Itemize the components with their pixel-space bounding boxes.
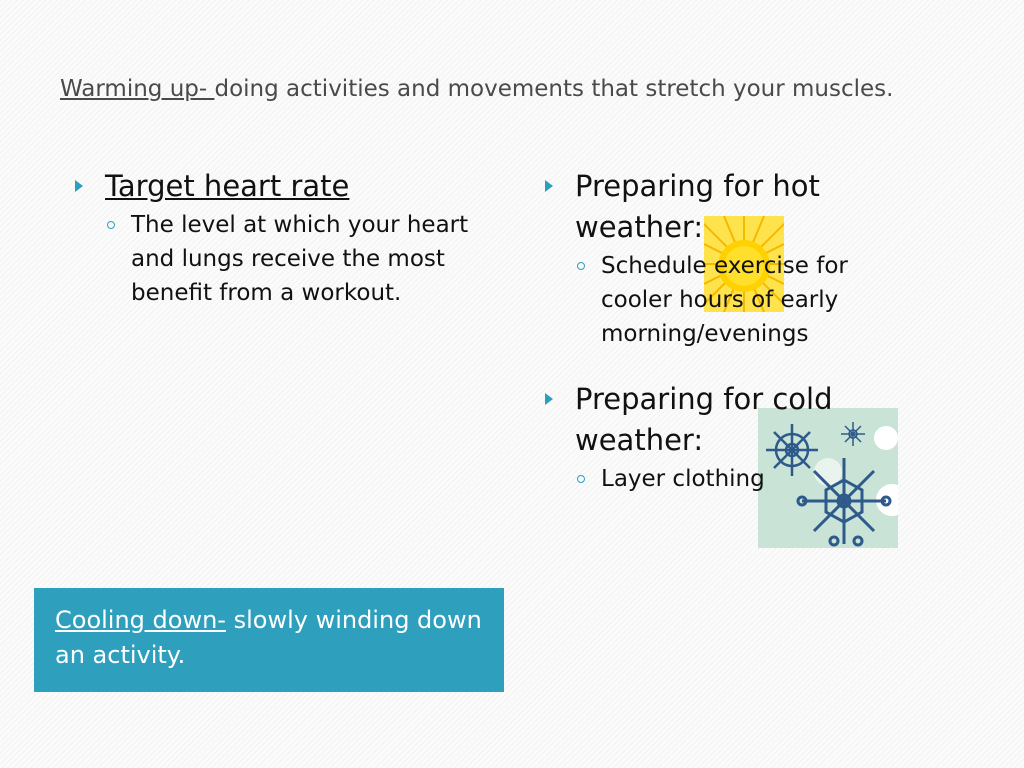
bullet-arrow-icon [75, 180, 83, 192]
cooling-down-box [34, 588, 504, 692]
sub-bullet-text: Schedule exercise for cooler hours of early morning/evenings [601, 253, 848, 347]
bullet-target-heart-rate [75, 166, 495, 207]
bullet-cold-weather [545, 379, 925, 461]
sub-bullet [75, 208, 495, 310]
left-column [75, 166, 495, 310]
bullet-heading: Target heart rate [105, 169, 350, 203]
box-definition: slowly winding down an activity. [55, 606, 482, 669]
box-term: Cooling down- [55, 606, 226, 634]
bullet-hot-weather [545, 166, 925, 248]
title-definition: doing activities and movements that stretch your muscles. [214, 76, 894, 102]
bullet-heading: Preparing for cold weather: [575, 382, 833, 457]
title-term: Warming up- [60, 76, 215, 102]
bullet-arrow-icon [545, 180, 553, 192]
sub-bullet [545, 249, 925, 351]
bullet-heading: Preparing for hot weather: [575, 169, 820, 244]
bullet-circle-icon [107, 221, 115, 229]
sub-bullet-text: Layer clothing [601, 466, 765, 492]
slide-title [60, 76, 1000, 102]
bullet-circle-icon [577, 262, 585, 270]
bullet-circle-icon [577, 475, 585, 483]
bullet-arrow-icon [545, 393, 553, 405]
sub-bullet-text: The level at which your heart and lungs receive the most benefit from a workout. [131, 212, 469, 306]
sub-bullet [545, 462, 925, 496]
right-column [545, 166, 925, 496]
